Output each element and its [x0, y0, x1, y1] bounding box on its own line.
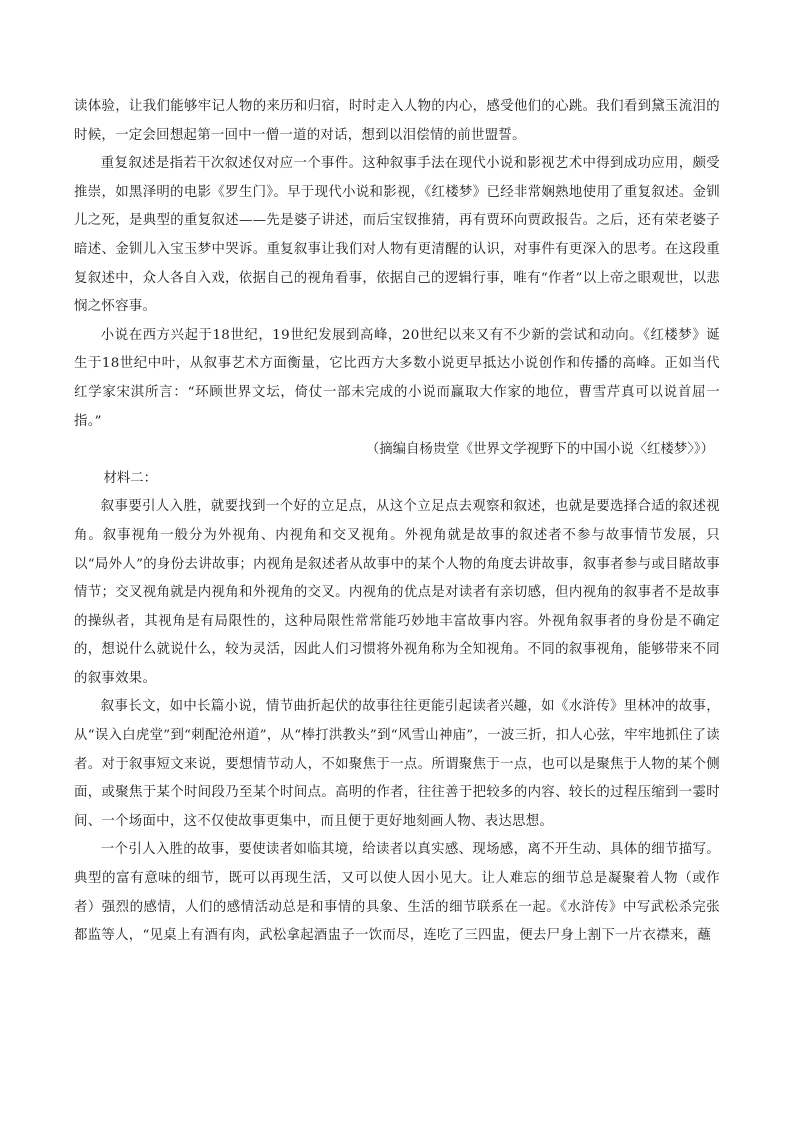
paragraph-plot-focus: 叙事长文，如中长篇小说，情节曲折起伏的故事往往更能引起读者兴趣，如《水浒传》里林冲的故事，从“误入白虎堂”到“刺配沧州道”，从“棒打洪教头”到“风雪山神庙”，一波三折，扣人心弦，牢牢地抓住了读者。对于叙事短文来说，要想情节动人，不如聚焦于一点。所谓聚焦于一点，也可以是聚焦于人物的某个侧面，或聚焦于某个时间段乃至某个时间点。高明的作者，往往善于把较多的内容、较长的过程压缩到一霎时间、一个场面中，这不仅使故事更集中，而且便于更好地刻画人物、表达思想。 [74, 699, 720, 829]
paragraph-narrative-perspective: 叙事要引人入胜，就要找到一个好的立足点，从这个立足点去观察和叙述，也就是要选择合适的叙述视角。叙事视角一般分为外视角、内视角和交叉视角。外视角就是故事的叙述者不参与故事情节发展，只以“局外人”的身份去讲故事；内视角是叙述者从故事中的某个人物的角度去讲故事，叙事者参与或目睹故事情节；交叉视角就是内视角和外视角的交叉。内视角的优点是对读者有亲切感，但内视角的叙事者不是故事的操纵者，其视角是有局限性的，这种局限性常常能巧妙地丰富故事内容。外视角叙事者的身份是不确定的，想说什么就说什么，较为灵活，因此人们习惯将外视角称为全知视角。不同的叙事视角，能够带来不同的叙事效果。 [74, 499, 720, 686]
paragraph-reading-experience: 读体验，让我们能够牢记人物的来历和归宿，时时走入人物的内心，感受他们的心跳。我们看到黛玉流泪的时候，一定会回想起第一回中一僧一道的对话，想到以泪偿情的前世盟誓。 [74, 99, 720, 143]
paragraph-western-novel: 小说在西方兴起于18世纪，19世纪发展到高峰，20世纪以来又有不少新的尝试和动向。《红楼梦》诞生于18世纪中叶，从叙事艺术方面衡量，它比西方大多数小说更早抵达小说创作和传播的高峰。正如当代红学家宋淇所言：“环顾世界文坛，倚仗一部未完成的小说而赢取大作家的地位，曹雪芹真可以说首屈一指。” [74, 327, 720, 429]
source-citation: （摘编自杨贵堂《世界文学视野下的中国小说〈红楼梦〉》） [365, 442, 714, 458]
material-two-heading: 材料二： [103, 470, 158, 486]
document-page [74, 93, 720, 951]
paragraph-repeated-narration: 重复叙述是指若干次叙述仅对应一个事件。这种叙事手法在现代小说和影视艺术中得到成功应用，颇受推崇，如黑泽明的电影《罗生门》。早于现代小说和影视，《红楼梦》已经非常娴熟地使用了重复叙述。金钏儿之死，是典型的重复叙述——先是婆子讲述，而后宝钗推猜，再有贾环向贾政报告。之后，还有荣老婆子暗述、金钏儿入宝玉梦中哭诉。重复叙事让我们对人物有更清醒的认识，对事件有更深入的思考。在这段重复叙述中，众人各自入戏，依据自己的视角看事，依据自己的逻辑行事，唯有“作者”以上帝之眼观世，以悲悯之怀容事。 [74, 156, 720, 315]
paragraph-details: 一个引人入胜的故事，要使读者如临其境，给读者以真实感、现场感，离不开生动、具体的细节描写。典型的富有意味的细节，既可以再现生活，又可以使人因小见大。让人难忘的细节总是凝聚着人物（或作者）强烈的感情，人们的感情活动总是和事情的具象、生活的细节联系在一起。《水浒传》中写武松杀完张都监等人，“见桌上有酒有肉，武松拿起酒盅子一饮而尽，连吃了三四盅，便去尸身上割下一片衣襟来，蘸 [74, 842, 720, 944]
